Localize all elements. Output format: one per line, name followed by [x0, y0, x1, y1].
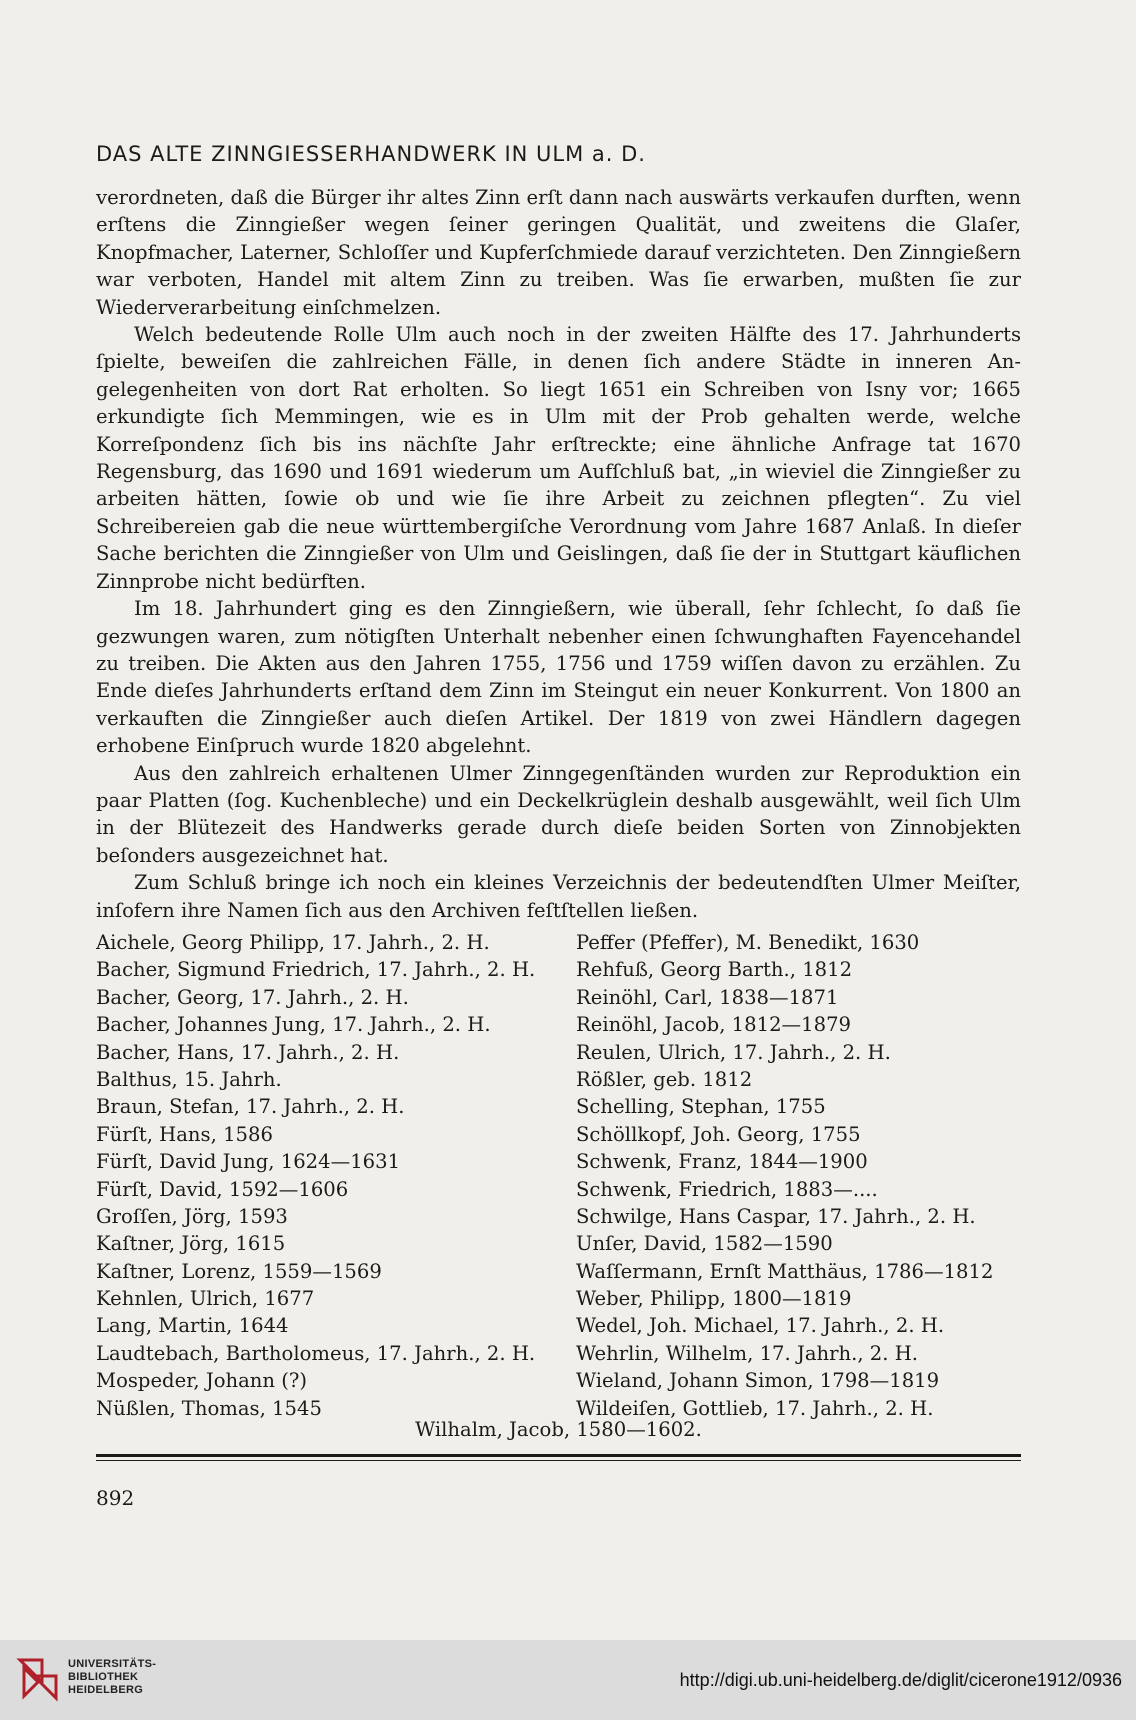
list-row — [96, 1312, 1036, 1339]
library-name-line: UNIVERSITÄTS- — [68, 1658, 157, 1670]
list-item: Weber, Philipp, 1800—1819 — [576, 1287, 852, 1311]
list-item: Bacher, Hans, 17. Jahrh., 2. H. — [96, 1040, 400, 1064]
list-item: Rößler, geb. 1812 — [576, 1067, 753, 1091]
list-item: Reinöhl, Carl, 1838—1871 — [576, 985, 839, 1009]
list-row — [96, 1285, 1036, 1312]
list-item: Schelling, Stephan, 1755 — [576, 1095, 826, 1119]
list-item: Lang, Martin, 1644 — [96, 1314, 289, 1338]
list-item: Wieland, Johann Simon, 1798—1819 — [576, 1369, 940, 1393]
list-item: Braun, Stefan, 17. Jahrh., 2. H. — [96, 1095, 405, 1119]
master-list — [96, 929, 1036, 1422]
list-item: Balthus, 15. Jahrh. — [96, 1067, 282, 1091]
list-item: Fürſt, David Jung, 1624—1631 — [96, 1150, 401, 1174]
divider-thin — [96, 1460, 1021, 1461]
list-row — [96, 1340, 1036, 1367]
body-text — [96, 184, 1021, 924]
list-row — [96, 1093, 1036, 1120]
list-row — [96, 1039, 1036, 1066]
list-item: Aichele, Georg Philipp, 17. Jahrh., 2. H. — [96, 931, 490, 954]
running-header: DAS ALTE ZINNGIESSERHANDWERK IN ULM a. D. — [96, 142, 646, 166]
list-item: Peffer (Pfeffer), M. Benedikt, 1630 — [576, 931, 920, 954]
list-item: Fürſt, David, 1592—1606 — [96, 1177, 349, 1201]
list-item: Bacher, Johannes Jung, 17. Jahrh., 2. H. — [96, 1013, 491, 1037]
list-item: Waſſermann, Ernſt Matthäus, 1786—1812 — [576, 1259, 994, 1283]
list-item: Reinöhl, Jacob, 1812—1879 — [576, 1013, 852, 1037]
list-item: Bacher, Sigmund Friedrich, 17. Jahrh., 2. H. — [96, 958, 536, 982]
paragraph: Welch bedeutende Rolle Ulm auch noch in der zweiten Hälfte des 17. Jahrhunderts ſpielte, beweiſen die zahlreichen Fälle, in denen ſich andere Städte in inneren Angelegenheiten von dort Rat erholten. So liegt 1651 ein Schreiben von Isny vor; 1665 erkundigte ſich Memmingen, wie es in Ulm mit der Prob gehalten werde, welche Korreſpondenz ſich bis ins nächſte Jahr erſtreckte; eine ähnliche Anfrage tat 1670 Regensburg, das 1690 und 1691 wiederum um Aufſchluß bat, „in wieviel die Zinngießer zu arbeiten hätten, ſowie ob und wie ſie ihre Arbeit zu zeichnen pflegten“. Zu viel Schreibereien gab die neue württembergiſche Verordnung vom Jahre 1687 Anlaß. In dieſer Sache berichten die Zinngießer von Ulm und Geislingen, daß ſie der in Stuttgart käuflichen Zinnprobe nicht bedürften. — [96, 323, 1021, 593]
list-item: Laudtebach, Bartholomeus, 17. Jahrh., 2. H. — [96, 1341, 536, 1365]
list-row — [96, 1176, 1036, 1203]
list-row — [96, 1367, 1036, 1394]
source-url-link[interactable]: http://digi.ub.uni-heidelberg.de/diglit/cicerone1912/0936 — [679, 1670, 1122, 1690]
list-item: Nüßlen, Thomas, 1545 — [96, 1396, 322, 1420]
library-name — [68, 1658, 156, 1697]
library-name-line: BIBLIOTHEK — [68, 1671, 139, 1683]
list-item: Wedel, Joh. Michael, 17. Jahrh., 2. H. — [576, 1314, 945, 1338]
footer-bar — [0, 1640, 1136, 1720]
list-item: Fürſt, Hans, 1586 — [96, 1122, 273, 1146]
list-item: Schöllkopf, Joh. Georg, 1755 — [576, 1122, 861, 1146]
list-item: Groſſen, Jörg, 1593 — [96, 1204, 288, 1228]
list-item: Unſer, David, 1582—1590 — [576, 1232, 833, 1256]
library-logo-icon — [14, 1654, 62, 1704]
list-row — [96, 956, 1036, 983]
list-item: Schwilge, Hans Caspar, 17. Jahrh., 2. H. — [576, 1204, 976, 1228]
list-item: Kaſtner, Lorenz, 1559—1569 — [96, 1259, 382, 1283]
list-row — [96, 984, 1036, 1011]
list-item: Wildeiſen, Gottlieb, 17. Jahrh., 2. H. — [576, 1396, 934, 1420]
page-number: 892 — [96, 1486, 135, 1510]
list-row — [96, 1011, 1036, 1038]
list-row — [96, 1230, 1036, 1257]
paragraph: verordneten, daß die Bürger ihr altes Zinn erſt dann nach auswärts verkaufen durften, wenn erſtens die Zinngießer wegen ſeiner geringen Qualität, und zweitens die Glaſer, Knopfmacher, Laterner, Schloſſer und Kupferſchmiede darauf verzichteten. Den Zinngießern war verboten, Handel mit altem Zinn zu treiben. Was ſie erwarben, mußten ſie zur Wiederverarbeitung einſchmelzen. — [96, 186, 1021, 319]
list-row — [96, 1066, 1036, 1093]
list-row — [96, 1258, 1036, 1285]
list-item: Schwenk, Franz, 1844—1900 — [576, 1150, 868, 1174]
list-item: Kaſtner, Jörg, 1615 — [96, 1232, 286, 1256]
list-item: Kehnlen, Ulrich, 1677 — [96, 1287, 315, 1311]
library-name-line: HEIDELBERG — [68, 1684, 144, 1696]
list-item: Mospeder, Johann (?) — [96, 1369, 308, 1393]
list-item: Schwenk, Friedrich, 1883—.... — [576, 1177, 878, 1201]
list-row — [96, 929, 1036, 956]
list-row — [96, 1121, 1036, 1148]
paragraph: Aus den zahlreich erhaltenen Ulmer Zinngegenſtänden wurden zur Reproduktion ein paar Platten (ſog. Kuchenbleche) und ein Deckelkrüglein deshalb ausgewählt, weil ſich Ulm in der Blütezeit des Handwerks gerade durch dieſe beiden Sorten von Zinnobjekten beſonders ausgezeichnet hat. — [96, 761, 1021, 867]
list-row — [96, 1148, 1036, 1175]
paragraph: Zum Schluß bringe ich noch ein kleines Verzeichnis der bedeutendſten Ulmer Meiſter, inſofern ihre Namen ſich aus den Archiven feſtſtellen ließen. — [96, 871, 1021, 922]
list-item: Bacher, Georg, 17. Jahrh., 2. H. — [96, 985, 409, 1009]
paragraph: Im 18. Jahrhundert ging es den Zinngießern, wie überall, ſehr ſchlecht, ſo daß ſie gezwungen waren, zum nötigſten Unterhalt nebenher einen ſchwunghaften Fayencehandel zu treiben. Die Akten aus den Jahren 1755, 1756 und 1759 wiſſen davon zu erzählen. Zu Ende dieſes Jahrhunderts erſtand dem Zinn im Steingut ein neuer Konkurrent. Von 1800 an verkauften die Zinngießer auch dieſen Artikel. Der 1819 von zwei Händlern dagegen erhobene Einſpruch wurde 1820 abgelehnt. — [96, 597, 1021, 758]
divider-thick — [96, 1454, 1021, 1457]
list-row — [96, 1203, 1036, 1230]
list-item: Reulen, Ulrich, 17. Jahrh., 2. H. — [576, 1040, 891, 1064]
list-item: Wehrlin, Wilhelm, 17. Jahrh., 2. H. — [576, 1341, 919, 1365]
list-item: Rehfuß, Georg Barth., 1812 — [576, 958, 853, 982]
list-final-entry: Wilhalm, Jacob, 1580—1602. — [415, 1418, 702, 1441]
